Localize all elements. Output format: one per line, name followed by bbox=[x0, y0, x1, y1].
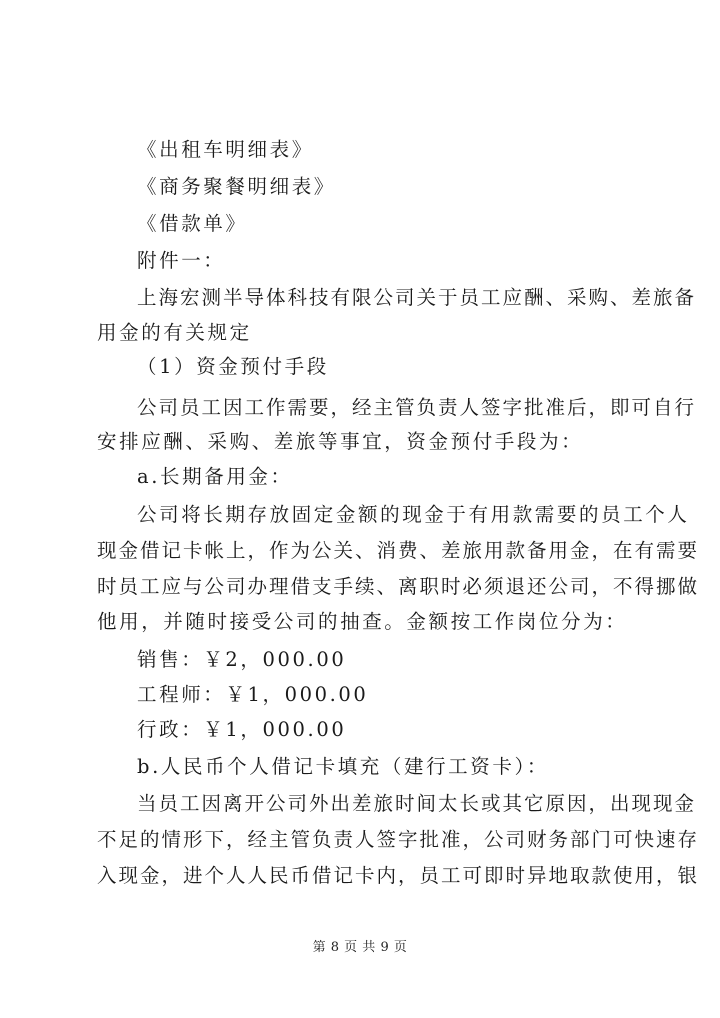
text-line-9: 安排应酬、采购、差旅等事宜，资金预付手段为： bbox=[97, 430, 584, 453]
text-line-18: b.人民币个人借记卡填充（建行工资卡）： bbox=[137, 755, 549, 778]
text-line-15: 销售：￥2，000.00 bbox=[137, 648, 347, 671]
text-line-2: 《商务聚餐明细表》 bbox=[137, 175, 336, 198]
text-line-5: 上海宏测半导体科技有限公司关于员工应酬、采购、差旅备 bbox=[137, 286, 697, 309]
text-line-16: 工程师：￥1，000.00 bbox=[137, 683, 369, 706]
text-line-11: 公司将长期存放固定金额的现金于有用款需要的员工个人 bbox=[137, 503, 690, 526]
text-line-4: 附件一： bbox=[137, 249, 226, 272]
text-line-13: 时员工应与公司办理借支手续、离职时必须退还公司，不得挪做 bbox=[97, 575, 700, 598]
text-line-12: 现金借记卡帐上，作为公关、消费、差旅用款备用金，在有需要 bbox=[97, 539, 700, 562]
text-line-19: 当员工因离开公司外出差旅时间太长或其它原因，出现现金 bbox=[137, 792, 697, 815]
page-number-footer: 第 8 页 共 9 页 bbox=[312, 940, 408, 955]
text-line-21: 入现金，进个人人民币借记卡内，员工可即时异地取款使用，银 bbox=[97, 864, 700, 887]
text-line-3: 《借款单》 bbox=[137, 212, 248, 235]
text-line-6: 用金的有关规定 bbox=[97, 321, 252, 344]
text-line-10: a.长期备用金： bbox=[137, 465, 293, 488]
text-line-17: 行政：￥1，000.00 bbox=[137, 718, 347, 741]
text-line-20: 不足的情形下，经主管负责人签字批准，公司财务部门可快速存 bbox=[97, 828, 700, 851]
text-line-7: （1）资金预付手段 bbox=[137, 355, 329, 378]
text-line-8: 公司员工因工作需要，经主管负责人签字批准后，即可自行 bbox=[137, 396, 697, 419]
text-line-14: 他用，并随时接受公司的抽查。金额按工作岗位分为： bbox=[97, 610, 628, 633]
text-line-1: 《出租车明细表》 bbox=[137, 138, 314, 161]
